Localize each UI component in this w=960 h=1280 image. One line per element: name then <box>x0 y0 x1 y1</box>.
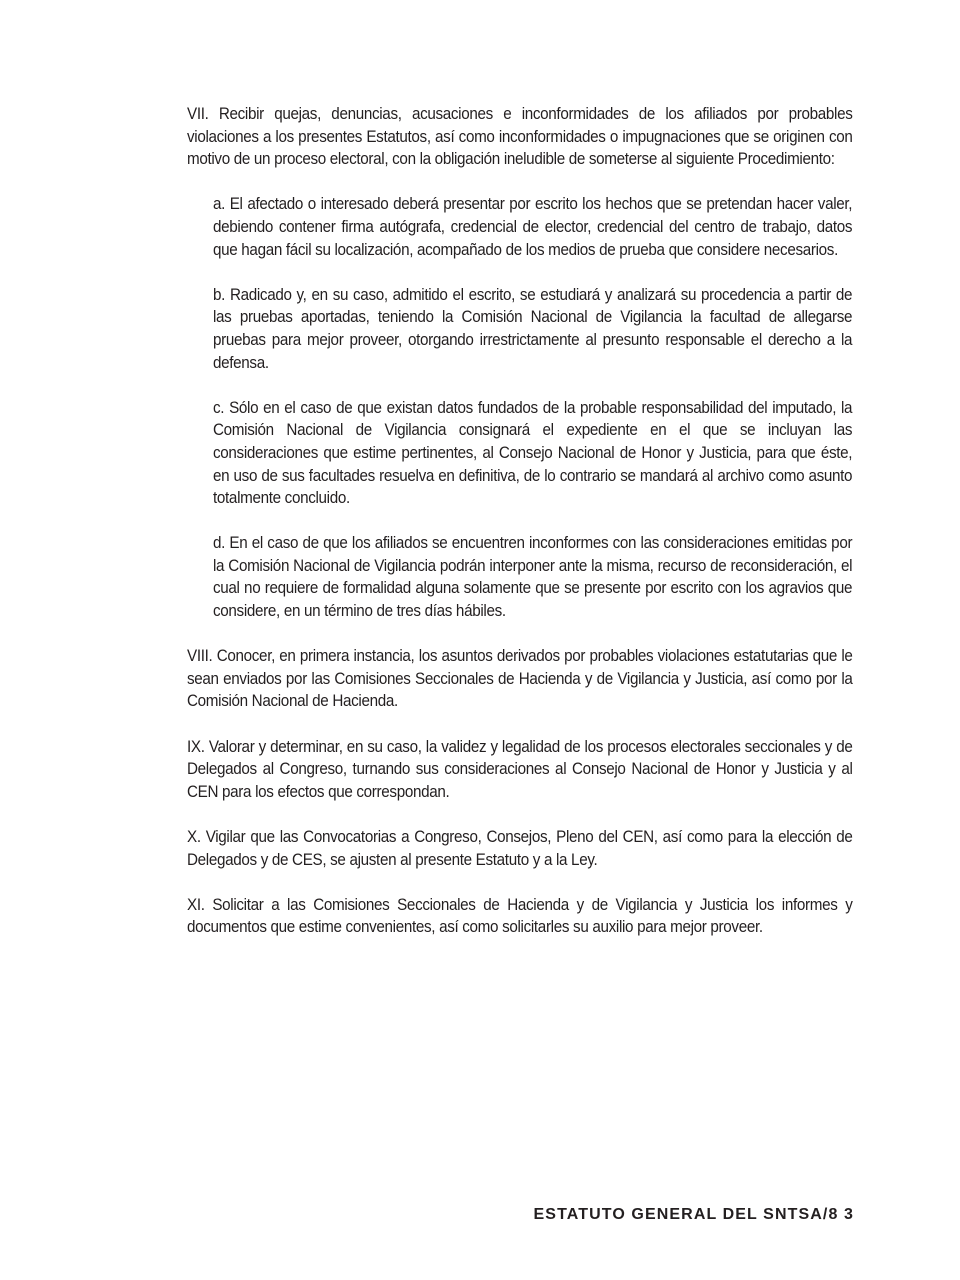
spacer <box>213 374 853 397</box>
paragraph-vii: VII. Recibir quejas, denuncias, acusaciones e inconformidades de los afiliados por probables violaciones a los presentes Estatutos, así como inconformidades o impugnaciones que se originen con motivo de un proceso electoral, con la obligación ineludible de someterse al siguiente Procedimiento: <box>187 105 853 169</box>
spacer <box>187 623 853 646</box>
paragraph-viii: VIII. Conocer, en primera instancia, los asuntos derivados por probables violaciones estatutarias que le sean enviados por las Comisiones Seccionales de Hacienda y de Vigilancia y Justicia, así como por la Comisión Nacional de Hacienda. <box>187 647 853 711</box>
running-title: ESTATUTO GENERAL DEL SNTSA/ <box>533 1206 829 1223</box>
paragraph-ix: IX. Valorar y determinar, en su caso, la validez y legalidad de los procesos electorales seccionales y de Delegados al Congreso, turnando sus consideraciones al Consejo Nacional de Honor y Justicia y al CEN para los efectos que correspondan. <box>187 737 853 801</box>
procedure-item-c: c. Sólo en el caso de que existan datos fundados de la probable responsabilidad del imputado, la Comisión Nacional de Vigilancia consignará el expediente en el que se incluyan las consideraciones que estime pertinentes, al Consejo Nacional de Honor y Justicia, para que éste, en uso de sus facultades resuelva en definitiva, de lo contrario se mandará al archivo como asunto totalmente concluido. <box>213 398 853 508</box>
spacer <box>213 261 853 284</box>
page-footer <box>534 1206 854 1224</box>
spacer <box>187 803 853 826</box>
spacer <box>187 871 853 894</box>
page-body <box>187 103 853 939</box>
page-number: 8 3 <box>828 1206 854 1223</box>
spacer <box>213 510 853 533</box>
procedure-list <box>213 193 853 622</box>
paragraph-xi: XI. Solicitar a las Comisiones Seccionales de Hacienda y de Vigilancia y Justicia los informes y documentos que estime convenientes, así como solicitarles su auxilio para mejor proveer. <box>187 895 853 937</box>
paragraph-x: X. Vigilar que las Convocatorias a Congreso, Consejos, Pleno del CEN, así como para la elección de Delegados y de CES, se ajusten al presente Estatuto y a la Ley. <box>187 828 853 869</box>
procedure-item-d: d. En el caso de que los afiliados se encuentren inconformes con las consideraciones emitidas por la Comisión Nacional de Vigilancia podrán interponer ante la misma, recurso de reconsideración, el cual no requiere de formalidad alguna solamente que se presente por escrito con los agravios que considere, en un término de tres días hábiles. <box>213 534 853 621</box>
procedure-item-a: a. El afectado o interesado deberá presentar por escrito los hechos que se pretendan hacer valer, debiendo contener firma autógrafa, credencial de elector, credencial del centro de trabajo, datos que hagan fácil su localización, acompañado de los medios de prueba que considere necesarios. <box>213 195 853 259</box>
spacer <box>187 713 853 736</box>
spacer <box>187 171 853 194</box>
procedure-item-b: b. Radicado y, en su caso, admitido el escrito, se estudiará y analizará su procedencia a partir de las pruebas aportadas, teniendo la Comisión Nacional de Vigilancia la facultad de allegarse pruebas para mejor proveer, otorgando irrestrictamente al presunto responsable el derecho a la defensa. <box>213 285 853 372</box>
